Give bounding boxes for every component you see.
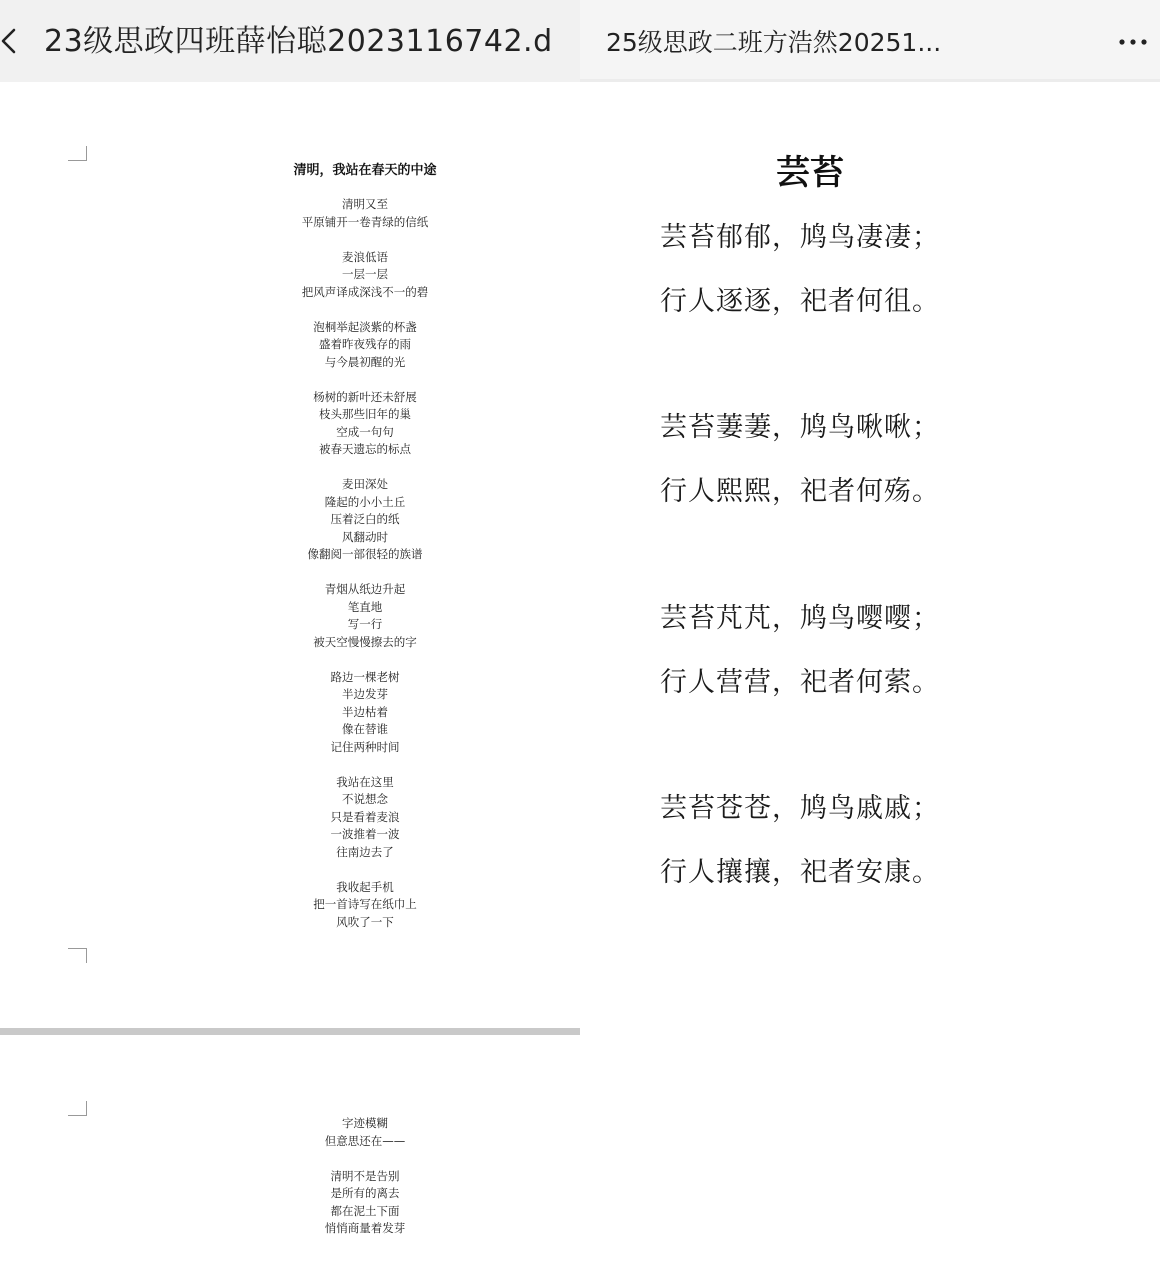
poem-line: 与今晨初醒的光 [324,354,406,369]
poem-verse: 行人营营，祀者何萦。 [660,667,940,698]
more-options-icon[interactable] [1116,30,1150,54]
poem-line: 但意思还在—— [324,1133,406,1148]
poem-line: 枝头那些旧年的巢 [319,407,411,421]
poem-line: 往南边去了 [336,844,394,859]
poem-line: 空成一句句 [336,424,394,439]
poem-line: 被天空慢慢擦去的字 [313,634,417,649]
poem-line: 杨树的新叶还未舒展 [313,389,417,404]
poem-line: 盛着昨夜残存的雨 [319,337,411,351]
poem-line: 我收起手机 [336,879,394,894]
poem-verse: 行人逐逐，祀者何徂。 [660,286,940,317]
poem-line: 风翻动时 [342,529,388,544]
poem-line: 半边发芽 [342,687,388,701]
document-title: 23级思政四班薛怡聪2023116742.d [44,24,553,59]
poem-verse: 芸苔郁郁，鸠鸟凄凄； [660,222,940,253]
poem-line: 半边枯着 [342,704,388,719]
poem-line: 一层一层 [342,267,388,281]
page-corner-mark [68,146,87,161]
poem-line: 路边一棵老树 [330,669,400,684]
poem-line: 把一首诗写在纸巾上 [313,897,417,911]
poem-line: 麦浪低语 [342,249,388,264]
right-header-bar [580,0,1160,82]
poem-line: 平原铺开一卷青绿的信纸 [301,214,429,229]
poem-verse: 行人攘攘，祀者安康。 [660,857,940,888]
poem-line: 像在替谁 [342,722,388,736]
poem-line: 麦田深处 [342,477,388,491]
right-document-panel [580,0,1160,1265]
poem-line: 压着泛白的纸 [330,512,400,526]
poem-line: 都在泥土下面 [330,1203,400,1218]
chevron-left-icon[interactable] [0,26,20,56]
poem-line: 像翻阅一部很轻的族谱 [307,547,423,561]
poem-verse: 芸苔苍苍，鸠鸟戚戚； [660,793,940,824]
poem-line: 清明又至 [342,197,388,211]
document-page-2 [0,1035,580,1265]
document-page-1 [0,82,580,1028]
poem-verse: 芸苔芃芃，鸠鸟嘤嘤； [660,603,940,634]
poem-title: 芸苔 [776,153,844,193]
poem-line: 我站在这里 [336,774,394,789]
poem-line: 不说想念 [342,792,388,806]
poem-line: 是所有的离去 [330,1186,400,1200]
poem-line: 风吹了一下 [336,914,394,929]
poem-line: 记住两种时间 [330,739,400,754]
left-header-bar [0,0,580,82]
poem-title: 清明，我站在春天的中途 [293,163,437,178]
poem-line: 清明不是告别 [330,1168,400,1183]
poem-line: 被春天遗忘的标点 [319,442,411,456]
poem-line: 泡桐举起淡紫的杯盏 [313,319,417,334]
poem-line: 一波推着一波 [330,827,400,841]
page-corner-mark [68,1101,87,1116]
page-corner-mark [68,948,87,963]
poem-verse: 芸苔萋萋，鸠鸟啾啾； [660,412,940,443]
poem-line: 把风声译成深浅不一的碧 [301,284,429,299]
poem-line: 隆起的小小土丘 [324,494,406,509]
document-title: 25级思政二班方浩然20251... [606,28,942,57]
poem-line: 悄悄商量着发芽 [324,1221,406,1235]
poem-line: 青烟从纸边升起 [324,582,406,596]
poem-line: 字迹模糊 [342,1116,388,1130]
poem-verse: 行人熙熙，祀者何殇。 [660,476,940,507]
page-divider [0,1028,580,1035]
poem-line: 只是看着麦浪 [330,809,400,824]
poem-line: 写一行 [347,617,383,631]
poem-line: 笔直地 [347,599,383,614]
